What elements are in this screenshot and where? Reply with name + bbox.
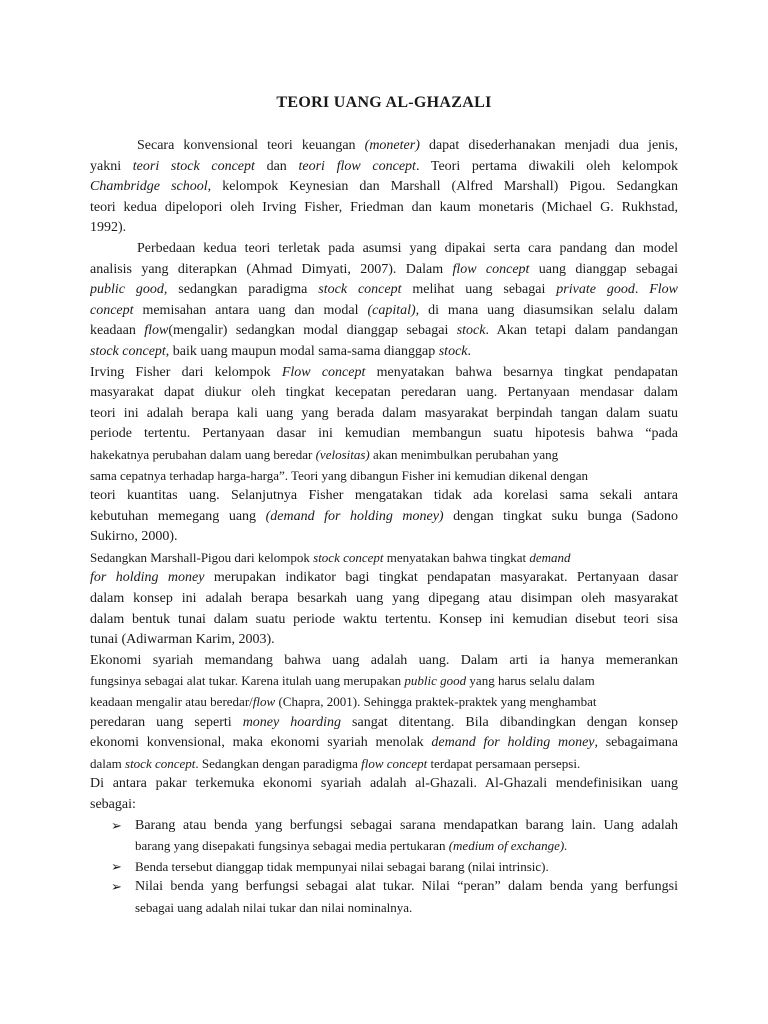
text-line: public good, sedangkan paradigma stock concept melihat uang sebagai private good. Flow bbox=[90, 282, 678, 298]
bullet-item bbox=[90, 857, 678, 878]
text-line: Chambridge school, kelompok Keynesian dan Marshall (Alfred Marshall) Pigou. Sedangkan bbox=[90, 179, 678, 195]
bullet-line: Benda tersebut dianggap tidak mempunyai nilai sebagai barang (nilai intrinsic). bbox=[135, 858, 549, 874]
text-line: hakekatnya perubahan dalam uang beredar (velositas) akan menimbulkan perubahan yang bbox=[90, 446, 559, 462]
arrow-bullet-icon: ➢ bbox=[111, 879, 122, 895]
italic-term: (medium of exchange). bbox=[448, 838, 568, 854]
bullet-line: sebagai uang adalah nilai tukar dan nilai nominalnya. bbox=[135, 899, 413, 915]
italic-term: public good bbox=[404, 673, 467, 689]
italic-term: stock concept bbox=[125, 755, 196, 771]
text-line: fungsinya sebagai alat tukar. Karena itulah uang merupakan public good yang harus selalu dalam bbox=[90, 673, 595, 689]
text-line: analisis yang diterapkan (Ahmad Dimyati, 2007). Dalam flow concept uang dianggap sebagai bbox=[90, 261, 678, 277]
text-line: Irving Fisher dari kelompok Flow concept menyatakan bahwa besarnya tingkat pendapatan bbox=[90, 364, 678, 380]
bullet-item bbox=[90, 816, 678, 857]
text-line: for holding money merupakan indikator bagi tingkat pendapatan masyarakat. Pertanyaan dasar bbox=[90, 570, 678, 586]
text-line: 1992). bbox=[90, 220, 127, 236]
paragraph-lines bbox=[90, 136, 678, 816]
italic-term: concept bbox=[90, 302, 134, 318]
text-line: kebutuhan memegang uang (demand for holding money) dengan tingkat suku bunga (Sadono bbox=[90, 508, 678, 524]
document-title: TEORI UANG AL-GHAZALI bbox=[276, 94, 492, 111]
text-line: peredaran uang seperti money hoarding sangat ditentang. Bila dibandingkan dengan konsep bbox=[90, 714, 678, 730]
text-line: teori kuantitas uang. Selanjutnya Fisher mengatakan tidak ada korelasi sama sekali antara bbox=[90, 488, 678, 504]
text-line: masyarakat dapat diukur oleh tingkat kecepatan peredaran uang. Pertanyaan mendasar dalam bbox=[90, 385, 678, 401]
bullet-list bbox=[90, 816, 678, 919]
text-line: ekonomi konvensional, maka ekonomi syariah menolak demand for holding money, sebagaimana bbox=[90, 735, 678, 751]
text-line: keadaan mengalir atau beredar/flow (Chapra, 2001). Sehingga praktek-praktek yang menghambat bbox=[90, 694, 597, 710]
text-line: teori kedua dipelopori oleh Irving Fisher, Friedman dan kaum monetaris (Michael G. Rukhstad, bbox=[90, 199, 678, 215]
bullet-line: Nilai benda yang berfungsi sebagai alat tukar. Nilai “peran” dalam benda yang berfungsi bbox=[135, 879, 678, 895]
italic-term: (demand for holding money) bbox=[265, 508, 444, 524]
bullet-line: barang yang disepakati fungsinya sebagai media pertukaran (medium of exchange). bbox=[135, 838, 568, 854]
bullet-line: Barang atau benda yang berfungsi sebagai sarana mendapatkan barang lain. Uang adalah bbox=[135, 817, 678, 833]
text-line: keadaan flow(mengalir) sedangkan modal dianggap sebagai stock. Akan tetapi dalam pandangan bbox=[90, 323, 678, 339]
italic-term: (velositas) bbox=[315, 446, 370, 462]
text-line: dalam bentuk tunai dalam suatu periode waktu tertentu. Konsep ini kemudian disebut teori sisa bbox=[90, 611, 678, 627]
italic-term: money hoarding bbox=[242, 714, 342, 730]
italic-term: for holding money bbox=[90, 570, 205, 586]
italic-term: teori stock concept bbox=[132, 158, 255, 174]
italic-term: flow bbox=[144, 323, 169, 339]
italic-term: (capital), bbox=[367, 302, 420, 318]
text-line: sama cepatnya terhadap harga-harga”. Teori yang dibangun Fisher ini kemudian dikenal dengan bbox=[90, 467, 588, 483]
italic-term: stock concept bbox=[318, 282, 402, 298]
text-line: Sukirno, 2000). bbox=[90, 529, 178, 545]
text-line: dalam konsep ini adalah berapa besarkah uang yang dipegang atau disimpan oleh masyarakat bbox=[90, 591, 678, 607]
italic-term: flow bbox=[252, 694, 276, 710]
italic-term: flow concept bbox=[452, 261, 530, 277]
text-line: Perbedaan kedua teori terletak pada asumsi yang dipakai serta cara pandang dan model bbox=[137, 240, 678, 256]
arrow-bullet-icon: ➢ bbox=[111, 817, 122, 833]
text-line: concept memisahan antara uang dan modal (capital), di mana uang diasumsikan selalu dalam bbox=[90, 302, 678, 318]
italic-term: public good bbox=[90, 282, 164, 298]
document-body bbox=[90, 136, 678, 919]
italic-term: stock concept bbox=[90, 343, 166, 359]
italic-term: flow concept bbox=[361, 755, 428, 771]
text-line: Secara konvensional teori keuangan (moneter) dapat disederhanakan menjadi dua jenis, bbox=[137, 138, 678, 153]
text-line: Ekonomi syariah memandang bahwa uang adalah uang. Dalam arti ia hanya memerankan bbox=[90, 652, 678, 668]
italic-term: demand bbox=[529, 549, 571, 565]
italic-term: stock bbox=[456, 323, 486, 339]
italic-term: demand for holding money bbox=[431, 735, 595, 751]
bullet-item bbox=[90, 877, 678, 918]
italic-term: Flow concept bbox=[281, 364, 366, 380]
text-line: dalam stock concept. Sedangkan dengan paradigma flow concept terdapat persamaan persepsi. bbox=[90, 755, 581, 771]
text-line: Sedangkan Marshall-Pigou dari kelompok stock concept menyatakan bahwa tingkat demand bbox=[90, 549, 571, 565]
text-line: periode tertentu. Pertanyaan dasar ini kemudian membangun suatu hipotesis bahwa “pada bbox=[90, 426, 678, 442]
text-line: tunai (Adiwarman Karim, 2003). bbox=[90, 632, 275, 648]
italic-term: private good bbox=[556, 282, 635, 298]
text-line: yakni teori stock concept dan teori flow concept. Teori pertama diwakili oleh kelompok bbox=[90, 158, 678, 174]
text-line: Di antara pakar terkemuka ekonomi syariah adalah al-Ghazali. Al-Ghazali mendefinisikan uang bbox=[90, 776, 678, 792]
italic-term: stock bbox=[438, 343, 468, 359]
text-line: teori ini adalah berapa kali uang yang berada dalam masyarakat berpindah tangan dalam suatu bbox=[90, 405, 678, 421]
italic-term: Chambridge school bbox=[90, 179, 208, 195]
text-line: sebagai: bbox=[90, 797, 136, 812]
italic-term: stock concept bbox=[313, 549, 384, 565]
italic-term: teori flow concept bbox=[298, 158, 416, 174]
text-line: stock concept, baik uang maupun modal sama-sama dianggap stock. bbox=[90, 343, 471, 359]
italic-term: Flow bbox=[649, 282, 678, 298]
italic-term: (moneter) bbox=[364, 138, 420, 153]
arrow-bullet-icon: ➢ bbox=[111, 858, 122, 874]
